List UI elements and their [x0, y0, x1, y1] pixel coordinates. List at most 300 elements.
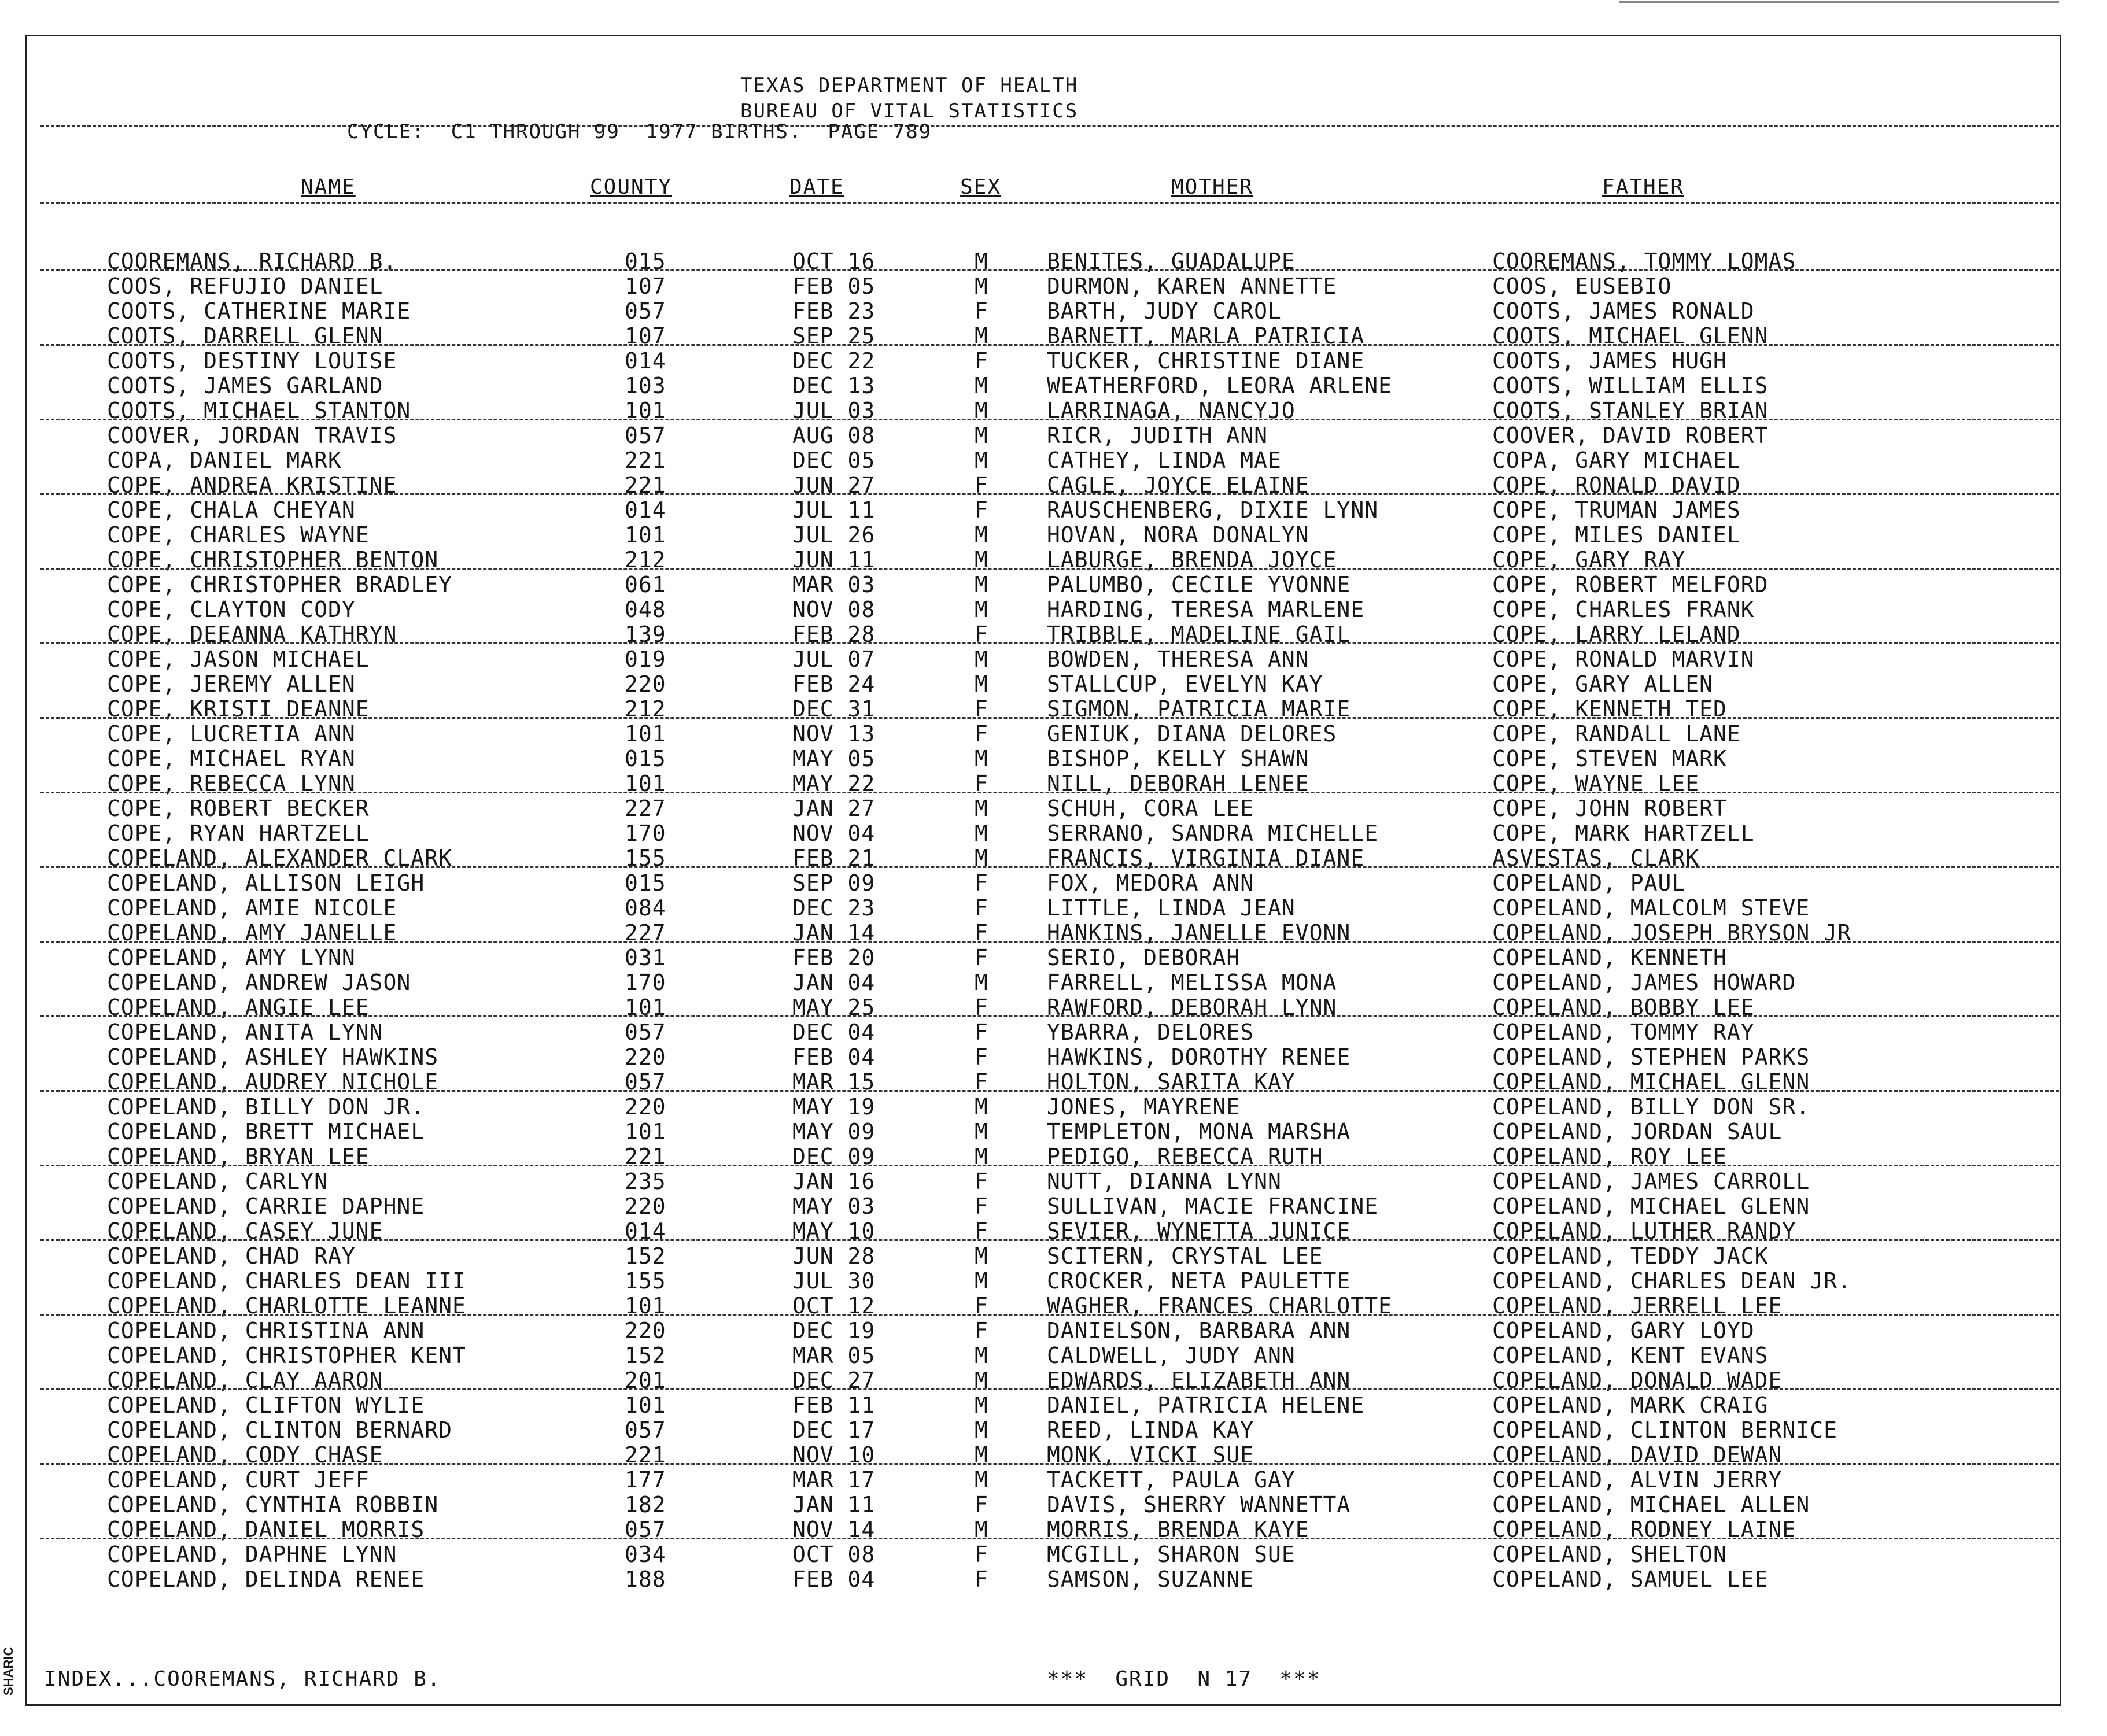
record-sex: M	[975, 448, 988, 473]
record-sex: F	[975, 1044, 988, 1070]
record-row	[0, 1542, 2107, 1567]
record-county: 057	[625, 298, 666, 324]
record-county: 015	[625, 870, 666, 896]
record-row	[0, 970, 2107, 995]
record-county: 031	[625, 945, 666, 970]
record-row	[0, 995, 2107, 1020]
record-county: 235	[625, 1169, 666, 1194]
record-date: JUN 11	[792, 547, 876, 572]
record-sex: M	[975, 1517, 988, 1542]
record-father: COPELAND, MARK CRAIG	[1492, 1393, 1769, 1418]
record-father: COPELAND, MICHAEL ALLEN	[1492, 1492, 1810, 1517]
record-name: COPELAND, DANIEL MORRIS	[107, 1517, 425, 1542]
record-sex: F	[975, 995, 988, 1020]
record-date: NOV 04	[792, 821, 876, 846]
record-county: 101	[625, 1119, 666, 1144]
record-date: FEB 04	[792, 1567, 876, 1592]
record-county: 048	[625, 597, 666, 622]
record-county: 015	[625, 746, 666, 771]
record-father: COPELAND, MALCOLM STEVE	[1492, 895, 1810, 921]
record-name: COOREMANS, RICHARD B.	[107, 249, 397, 274]
record-date: MAY 03	[792, 1194, 876, 1219]
record-mother: SERIO, DEBORAH	[1047, 945, 1241, 970]
record-sex: M	[975, 1467, 988, 1493]
record-county: 227	[625, 920, 666, 945]
record-father: COPELAND, TEDDY JACK	[1492, 1243, 1769, 1269]
record-sex: F	[975, 348, 988, 374]
record-sex: M	[975, 821, 988, 846]
record-mother: MORRIS, BRENDA KAYE	[1047, 1517, 1309, 1542]
record-date: OCT 08	[792, 1542, 876, 1567]
record-mother: SEVIER, WYNETTA JUNICE	[1047, 1218, 1351, 1244]
record-father: COPELAND, RODNEY LAINE	[1492, 1517, 1796, 1542]
record-name: COPE, LUCRETIA ANN	[107, 721, 356, 747]
record-row	[0, 721, 2107, 746]
record-father: COPELAND, ALVIN JERRY	[1492, 1467, 1783, 1493]
record-county: 084	[625, 895, 666, 921]
record-row	[0, 1318, 2107, 1343]
record-county: 220	[625, 1044, 666, 1070]
record-sex: M	[975, 249, 988, 274]
record-county: 220	[625, 1194, 666, 1219]
record-date: SEP 09	[792, 870, 876, 896]
record-row	[0, 647, 2107, 671]
record-mother: RICR, JUDITH ANN	[1047, 423, 1268, 448]
record-row	[0, 1268, 2107, 1293]
record-sex: M	[975, 1368, 988, 1393]
record-father: COPE, GARY RAY	[1492, 547, 1686, 572]
record-mother: GENIUK, DIANA DELORES	[1047, 721, 1337, 747]
record-date: DEC 19	[792, 1318, 876, 1343]
record-mother: NILL, DEBORAH LENEE	[1047, 771, 1309, 796]
col-sex: SEX	[960, 175, 1002, 199]
record-mother: LARRINAGA, NANCYJO	[1047, 398, 1296, 423]
record-date: MAR 17	[792, 1467, 876, 1493]
record-father: COOTS, MICHAEL GLENN	[1492, 323, 1769, 349]
record-county: 220	[625, 1318, 666, 1343]
record-mother: DAVIS, SHERRY WANNETTA	[1047, 1492, 1351, 1517]
record-row	[0, 497, 2107, 522]
edge-rule	[1619, 1, 2059, 3]
record-name: COPE, CHARLES WAYNE	[107, 522, 370, 548]
record-row	[0, 1144, 2107, 1169]
record-county: 014	[625, 348, 666, 374]
record-name: COOTS, CATHERINE MARIE	[107, 298, 411, 324]
record-row	[0, 1194, 2107, 1218]
record-mother: EDWARDS, ELIZABETH ANN	[1047, 1368, 1351, 1393]
grid-footer: *** GRID N 17 ***	[1047, 1667, 1321, 1691]
record-sex: M	[975, 796, 988, 821]
record-county: 107	[625, 274, 666, 299]
record-sex: F	[975, 472, 988, 498]
record-date: DEC 05	[792, 448, 876, 473]
record-sex: M	[975, 1144, 988, 1169]
record-father: COOREMANS, TOMMY LOMAS	[1492, 249, 1796, 274]
record-father: COPE, ROBERT MELFORD	[1492, 572, 1769, 597]
record-name: COOTS, MICHAEL STANTON	[107, 398, 411, 423]
record-mother: HARDING, TERESA MARLENE	[1047, 597, 1365, 622]
record-mother: JONES, MAYRENE	[1047, 1094, 1241, 1120]
record-name: COPELAND, CASEY JUNE	[107, 1218, 383, 1244]
record-row	[0, 472, 2107, 497]
record-county: 057	[625, 1020, 666, 1045]
record-sex: M	[975, 845, 988, 871]
record-row	[0, 895, 2107, 920]
record-sex: M	[975, 970, 988, 995]
record-date: JAN 16	[792, 1169, 876, 1194]
record-date: SEP 25	[792, 323, 876, 349]
record-row	[0, 696, 2107, 721]
record-sex: F	[975, 1020, 988, 1045]
record-father: COPELAND, BOBBY LEE	[1492, 995, 1755, 1020]
record-date: MAY 05	[792, 746, 876, 771]
record-father: COPELAND, SHELTON	[1492, 1542, 1727, 1567]
record-date: MAY 09	[792, 1119, 876, 1144]
record-date: JAN 11	[792, 1492, 876, 1517]
record-mother: TRIBBLE, MADELINE GAIL	[1047, 622, 1351, 647]
record-date: FEB 05	[792, 274, 876, 299]
record-sex: F	[975, 1492, 988, 1517]
record-name: COPELAND, ALEXANDER CLARK	[107, 845, 452, 871]
record-row	[0, 274, 2107, 298]
record-mother: FARRELL, MELISSA MONA	[1047, 970, 1337, 995]
record-date: DEC 22	[792, 348, 876, 374]
record-name: COPELAND, CURT JEFF	[107, 1467, 370, 1493]
record-mother: YBARRA, DELORES	[1047, 1020, 1254, 1045]
record-name: COPELAND, ASHLEY HAWKINS	[107, 1044, 439, 1070]
record-mother: LITTLE, LINDA JEAN	[1047, 895, 1296, 921]
record-sex: F	[975, 920, 988, 945]
record-name: COPE, JEREMY ALLEN	[107, 671, 356, 697]
record-row	[0, 1044, 2107, 1069]
record-mother: HANKINS, JANELLE EVONN	[1047, 920, 1351, 945]
record-sex: M	[975, 647, 988, 672]
record-name: COPELAND, CLIFTON WYLIE	[107, 1393, 425, 1418]
record-sex: M	[975, 323, 988, 349]
record-mother: CAGLE, JOYCE ELAINE	[1047, 472, 1309, 498]
record-date: FEB 04	[792, 1044, 876, 1070]
agency-title: TEXAS DEPARTMENT OF HEALTH	[740, 74, 1079, 97]
index-footer: INDEX...COOREMANS, RICHARD B.	[44, 1667, 441, 1691]
record-county: 101	[625, 995, 666, 1020]
record-father: COPE, TRUMAN JAMES	[1492, 497, 1741, 523]
record-row	[0, 398, 2107, 423]
record-father: COPE, STEVEN MARK	[1492, 746, 1727, 771]
record-mother: SIGMON, PATRICIA MARIE	[1047, 696, 1351, 722]
record-name: COPELAND, AMY JANELLE	[107, 920, 397, 945]
record-father: COPELAND, KENNETH	[1492, 945, 1727, 970]
record-date: FEB 20	[792, 945, 876, 970]
record-name: COPELAND, CODY CHASE	[107, 1442, 383, 1468]
record-father: COPE, KENNETH TED	[1492, 696, 1727, 722]
record-father: COPE, RONALD MARVIN	[1492, 647, 1755, 672]
record-date: FEB 24	[792, 671, 876, 697]
record-father: COPELAND, JERRELL LEE	[1492, 1293, 1783, 1318]
record-row	[0, 1517, 2107, 1542]
record-row	[0, 597, 2107, 622]
record-name: COPELAND, ANITA LYNN	[107, 1020, 383, 1045]
record-county: 107	[625, 323, 666, 349]
record-name: COPE, ROBERT BECKER	[107, 796, 370, 821]
record-date: DEC 23	[792, 895, 876, 921]
record-name: COPELAND, ANGIE LEE	[107, 995, 370, 1020]
record-county: 155	[625, 845, 666, 871]
record-name: COPE, DEEANNA KATHRYN	[107, 622, 397, 647]
record-row	[0, 771, 2107, 796]
record-county: 221	[625, 448, 666, 473]
record-county: 057	[625, 423, 666, 448]
record-name: COPE, CHRISTOPHER BRADLEY	[107, 572, 452, 597]
record-father: COPELAND, JOSEPH BRYSON JR	[1492, 920, 1851, 945]
record-county: 101	[625, 1393, 666, 1418]
record-date: JUN 28	[792, 1243, 876, 1269]
column-divider	[40, 202, 2059, 204]
record-father: COPELAND, KENT EVANS	[1492, 1343, 1769, 1368]
record-mother: STALLCUP, EVELYN KAY	[1047, 671, 1323, 697]
record-county: 188	[625, 1567, 666, 1592]
record-father: COPE, CHARLES FRANK	[1492, 597, 1755, 622]
record-mother: TUCKER, CHRISTINE DIANE	[1047, 348, 1365, 374]
record-father: COPE, JOHN ROBERT	[1492, 796, 1727, 821]
record-row	[0, 298, 2107, 323]
record-name: COPE, MICHAEL RYAN	[107, 746, 356, 771]
record-date: MAY 22	[792, 771, 876, 796]
record-row	[0, 1343, 2107, 1368]
record-father: COPE, LARRY LELAND	[1492, 622, 1741, 647]
record-row	[0, 1293, 2107, 1318]
record-sex: M	[975, 423, 988, 448]
record-county: 057	[625, 1417, 666, 1443]
record-county: 057	[625, 1069, 666, 1095]
record-row	[0, 522, 2107, 547]
record-name: COPE, CHRISTOPHER BENTON	[107, 547, 439, 572]
record-date: JUL 03	[792, 398, 876, 423]
record-father: COPE, MARK HARTZELL	[1492, 821, 1755, 846]
record-row	[0, 249, 2107, 274]
record-date: NOV 13	[792, 721, 876, 747]
record-county: 152	[625, 1243, 666, 1269]
record-mother: DANIEL, PATRICIA HELENE	[1047, 1393, 1365, 1418]
record-mother: RAUSCHENBERG, DIXIE LYNN	[1047, 497, 1379, 523]
record-name: COOTS, DESTINY LOUISE	[107, 348, 397, 374]
record-name: COPELAND, BRYAN LEE	[107, 1144, 370, 1169]
record-mother: PALUMBO, CECILE YVONNE	[1047, 572, 1351, 597]
col-name: NAME	[301, 175, 356, 199]
record-name: COPELAND, CHAD RAY	[107, 1243, 356, 1269]
record-sex: F	[975, 696, 988, 722]
record-name: COPELAND, CYNTHIA ROBBIN	[107, 1492, 439, 1517]
record-mother: NUTT, DIANNA LYNN	[1047, 1169, 1282, 1194]
record-sex: F	[975, 771, 988, 796]
record-father: COPELAND, MICHAEL GLENN	[1492, 1069, 1810, 1095]
record-county: 212	[625, 696, 666, 722]
record-name: COPELAND, CHRISTINA ANN	[107, 1318, 425, 1343]
record-mother: BARNETT, MARLA PATRICIA	[1047, 323, 1365, 349]
record-county: 170	[625, 970, 666, 995]
record-row	[0, 547, 2107, 572]
record-father: COPE, WAYNE LEE	[1492, 771, 1700, 796]
record-date: JUL 30	[792, 1268, 876, 1294]
record-sex: F	[975, 945, 988, 970]
record-county: 103	[625, 373, 666, 398]
record-name: COPELAND, CHRISTOPHER KENT	[107, 1343, 466, 1368]
record-mother: SULLIVAN, MACIE FRANCINE	[1047, 1194, 1379, 1219]
record-mother: BARTH, JUDY CAROL	[1047, 298, 1282, 324]
record-name: COPELAND, DELINDA RENEE	[107, 1567, 425, 1592]
record-father: COPELAND, PAUL	[1492, 870, 1686, 896]
record-county: 212	[625, 547, 666, 572]
record-row	[0, 945, 2107, 970]
record-father: COPELAND, JAMES CARROLL	[1492, 1169, 1810, 1194]
record-date: OCT 16	[792, 249, 876, 274]
record-mother: SCHUH, CORA LEE	[1047, 796, 1254, 821]
record-mother: BOWDEN, THERESA ANN	[1047, 647, 1309, 672]
record-father: COOTS, JAMES HUGH	[1492, 348, 1727, 374]
record-date: JUL 26	[792, 522, 876, 548]
record-date: MAY 25	[792, 995, 876, 1020]
record-county: 155	[625, 1268, 666, 1294]
record-date: JUL 11	[792, 497, 876, 523]
record-sex: M	[975, 746, 988, 771]
record-father: COOTS, STANLEY BRIAN	[1492, 398, 1769, 423]
record-county: 139	[625, 622, 666, 647]
record-date: JUL 07	[792, 647, 876, 672]
record-mother: DANIELSON, BARBARA ANN	[1047, 1318, 1351, 1343]
record-father: COPELAND, GARY LOYD	[1492, 1318, 1755, 1343]
record-row	[0, 1467, 2107, 1492]
record-sex: F	[975, 497, 988, 523]
record-father: COPELAND, JORDAN SAUL	[1492, 1119, 1783, 1144]
record-mother: BENITES, GUADALUPE	[1047, 249, 1296, 274]
record-row	[0, 821, 2107, 845]
record-county: 019	[625, 647, 666, 672]
record-mother: SCITERN, CRYSTAL LEE	[1047, 1243, 1323, 1269]
record-county: 034	[625, 1542, 666, 1567]
record-date: MAR 05	[792, 1343, 876, 1368]
record-date: FEB 23	[792, 298, 876, 324]
record-date: JUN 27	[792, 472, 876, 498]
record-sex: F	[975, 1567, 988, 1592]
record-father: COPE, RONALD DAVID	[1492, 472, 1741, 498]
record-sex: F	[975, 870, 988, 896]
record-father: COPELAND, CLINTON BERNICE	[1492, 1417, 1837, 1443]
record-county: 182	[625, 1492, 666, 1517]
record-sex: M	[975, 1417, 988, 1443]
cycle-line: CYCLE: C1 THROUGH 99 1977 BIRTHS. PAGE 789	[347, 120, 932, 143]
col-county: COUNTY	[590, 175, 673, 199]
record-county: 014	[625, 1218, 666, 1244]
record-father: COPELAND, DAVID DEWAN	[1492, 1442, 1783, 1468]
record-sex: M	[975, 1094, 988, 1120]
record-father: COPELAND, STEPHEN PARKS	[1492, 1044, 1810, 1070]
record-county: 101	[625, 771, 666, 796]
sharic-mark: SHARIC	[1, 1646, 16, 1696]
record-sex: F	[975, 1293, 988, 1318]
record-date: FEB 21	[792, 845, 876, 871]
record-mother: TACKETT, PAULA GAY	[1047, 1467, 1296, 1493]
record-mother: RAWFORD, DEBORAH LYNN	[1047, 995, 1337, 1020]
record-row	[0, 1492, 2107, 1517]
record-mother: MONK, VICKI SUE	[1047, 1442, 1254, 1468]
record-name: COPE, CHALA CHEYAN	[107, 497, 356, 523]
record-sex: F	[975, 1169, 988, 1194]
record-name: COPELAND, CLAY AARON	[107, 1368, 383, 1393]
record-mother: TEMPLETON, MONA MARSHA	[1047, 1119, 1351, 1144]
record-sex: M	[975, 597, 988, 622]
record-father: COPE, MILES DANIEL	[1492, 522, 1741, 548]
record-mother: FOX, MEDORA ANN	[1047, 870, 1254, 896]
record-mother: WEATHERFORD, LEORA ARLENE	[1047, 373, 1392, 398]
header-divider	[40, 125, 2059, 127]
record-county: 227	[625, 796, 666, 821]
record-mother: SAMSON, SUZANNE	[1047, 1567, 1254, 1592]
record-name: COPE, JASON MICHAEL	[107, 647, 370, 672]
record-father: COPELAND, ROY LEE	[1492, 1144, 1727, 1169]
record-row	[0, 1094, 2107, 1119]
col-mother: MOTHER	[1171, 175, 1254, 199]
record-father: COPELAND, TOMMY RAY	[1492, 1020, 1755, 1045]
record-father: COPELAND, BILLY DON SR.	[1492, 1094, 1810, 1120]
record-name: COPELAND, ALLISON LEIGH	[107, 870, 425, 896]
record-father: COOS, EUSEBIO	[1492, 274, 1672, 299]
record-sex: M	[975, 373, 988, 398]
record-county: 057	[625, 1517, 666, 1542]
record-sex: F	[975, 1218, 988, 1244]
col-father: FATHER	[1602, 175, 1685, 199]
record-county: 221	[625, 1442, 666, 1468]
record-date: AUG 08	[792, 423, 876, 448]
record-sex: M	[975, 671, 988, 697]
record-date: DEC 13	[792, 373, 876, 398]
record-mother: BISHOP, KELLY SHAWN	[1047, 746, 1309, 771]
record-county: 170	[625, 821, 666, 846]
record-county: 101	[625, 522, 666, 548]
record-sex: F	[975, 721, 988, 747]
record-county: 220	[625, 671, 666, 697]
record-sex: F	[975, 1542, 988, 1567]
record-mother: CROCKER, NETA PAULETTE	[1047, 1268, 1351, 1294]
record-sex: F	[975, 622, 988, 647]
record-mother: FRANCIS, VIRGINIA DIANE	[1047, 845, 1365, 871]
record-father: ASVESTAS, CLARK	[1492, 845, 1700, 871]
record-date: MAY 10	[792, 1218, 876, 1244]
record-county: 152	[625, 1343, 666, 1368]
record-sex: F	[975, 298, 988, 324]
record-father: COPELAND, DONALD WADE	[1492, 1368, 1783, 1393]
record-county: 014	[625, 497, 666, 523]
record-row	[0, 622, 2107, 647]
record-father: COOTS, JAMES RONALD	[1492, 298, 1755, 324]
record-mother: LABURGE, BRENDA JOYCE	[1047, 547, 1337, 572]
record-father: COPA, GARY MICHAEL	[1492, 448, 1741, 473]
record-row	[0, 373, 2107, 398]
record-row	[0, 323, 2107, 348]
record-name: COPELAND, CLINTON BERNARD	[107, 1417, 452, 1443]
record-name: COPELAND, DAPHNE LYNN	[107, 1542, 397, 1567]
record-sex: F	[975, 1318, 988, 1343]
record-row	[0, 1119, 2107, 1144]
record-county: 015	[625, 249, 666, 274]
record-row	[0, 448, 2107, 472]
record-sex: M	[975, 572, 988, 597]
record-sex: M	[975, 547, 988, 572]
record-name: COOS, REFUJIO DANIEL	[107, 274, 383, 299]
record-father: COPELAND, CHARLES DEAN JR.	[1492, 1268, 1851, 1294]
record-row	[0, 1368, 2107, 1393]
record-mother: MCGILL, SHARON SUE	[1047, 1542, 1296, 1567]
record-date: NOV 08	[792, 597, 876, 622]
record-county: 061	[625, 572, 666, 597]
